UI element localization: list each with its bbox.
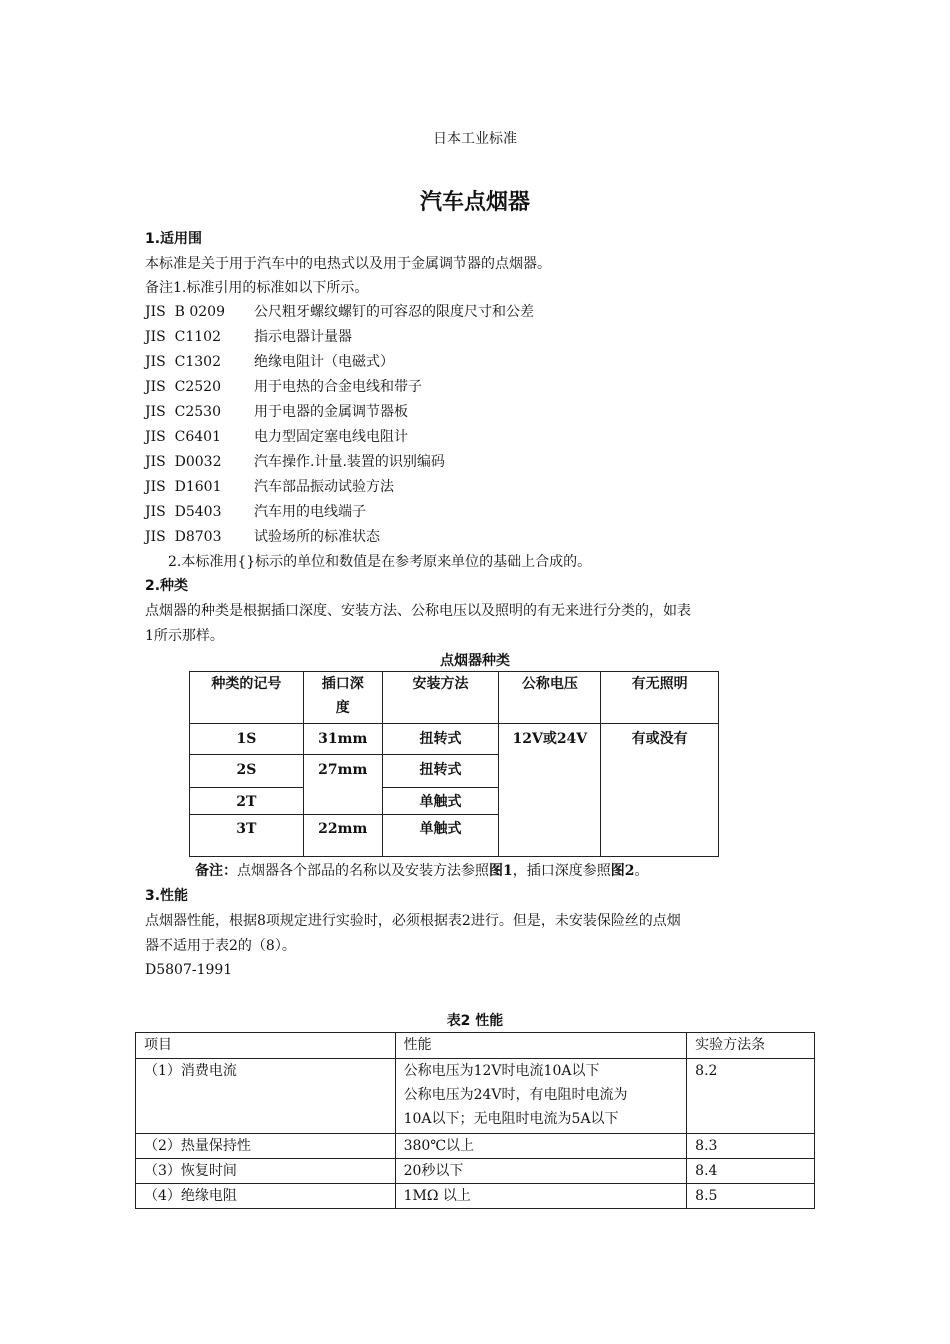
test-method-cell: 8.3 xyxy=(687,1134,815,1159)
reference-title: 用于电热的合金电线和带子 xyxy=(254,379,422,395)
table-header-row xyxy=(190,672,719,724)
section-heading-performance: 3.性能 xyxy=(145,888,189,904)
types-paragraph-line1: 点烟器的种类是根据插口深度、安装方法、公称电压以及照明的有无来进行分类的，如表 xyxy=(145,603,691,619)
types-table xyxy=(189,671,719,857)
performance-paragraph-line2: 器不适用于表2的（8）。 xyxy=(145,938,296,954)
reference-title: 试验场所的标准状态 xyxy=(254,529,380,545)
header-lighting: 有无照明 xyxy=(601,672,719,724)
table-row xyxy=(136,1159,815,1184)
note-label: 备注： xyxy=(195,863,237,879)
method-cell: 扭转式 xyxy=(382,724,499,755)
note-end: 。 xyxy=(634,863,649,879)
reference-code: JIS B 0209 xyxy=(145,304,226,320)
performance-table xyxy=(135,1032,815,1209)
performance-paragraph-line1: 点烟器性能，根据8项规定进行实验时，必须根据表2进行。但是，未安装保险丝的点烟 xyxy=(145,913,681,929)
depth-cell: 31mm xyxy=(303,724,382,755)
performance-cell: 380℃以上 xyxy=(395,1134,687,1159)
type-code-cell: 3T xyxy=(190,815,304,857)
figure-ref-1: 图1 xyxy=(489,863,513,879)
standard-org-header: 日本工业标准 xyxy=(433,131,517,147)
reference-code: JIS D0032 xyxy=(145,454,222,470)
table-row xyxy=(190,724,719,755)
reference-code: JIS C6401 xyxy=(145,429,221,445)
header-method: 安装方法 xyxy=(382,672,499,724)
note-text: ，插口深度参照 xyxy=(512,863,611,879)
units-note: 2.本标准用{}标示的单位和数值是在参考原来单位的基础上合成的。 xyxy=(168,554,592,570)
reference-code: JIS D5403 xyxy=(145,504,222,520)
types-table-note xyxy=(195,861,649,881)
method-cell: 单触式 xyxy=(382,815,499,857)
method-cell: 扭转式 xyxy=(382,755,499,788)
types-table-title: 点烟器种类 xyxy=(440,653,510,669)
test-method-cell: 8.5 xyxy=(687,1184,815,1209)
reference-code: JIS C2520 xyxy=(145,379,221,395)
reference-code: JIS C2530 xyxy=(145,404,221,420)
item-cell: （3）恢复时间 xyxy=(136,1159,396,1184)
reference-title: 汽车部品振动试验方法 xyxy=(254,479,394,495)
reference-title: 汽车操作.计量.装置的识别编码 xyxy=(254,454,445,470)
reference-title: 电力型固定塞电线电阻计 xyxy=(254,429,408,445)
depth-cell: 22mm xyxy=(303,815,382,857)
lighting-cell: 有或没有 xyxy=(601,724,719,857)
type-code-cell: 2T xyxy=(190,788,304,815)
performance-cell: 20秒以下 xyxy=(395,1159,687,1184)
header-depth: 插口深 度 xyxy=(303,672,382,724)
header-item: 项目 xyxy=(136,1033,396,1059)
test-method-cell: 8.4 xyxy=(687,1159,815,1184)
types-paragraph-line2: 1所示那样。 xyxy=(145,628,224,644)
reference-title: 用于电器的金属调节器板 xyxy=(254,404,408,420)
note-text: 点烟器各个部品的名称以及安装方法参照 xyxy=(237,863,489,879)
header-code: 种类的记号 xyxy=(190,672,304,724)
depth-cell: 27mm xyxy=(303,755,382,815)
document-code: D5807-1991 xyxy=(145,962,233,978)
section-heading-types: 2.种类 xyxy=(145,578,189,594)
performance-cell: 1MΩ 以上 xyxy=(395,1184,687,1209)
reference-code: JIS C1302 xyxy=(145,354,221,370)
reference-code: JIS D8703 xyxy=(145,529,222,545)
table-row xyxy=(136,1134,815,1159)
reference-title: 公尺粗牙螺纹螺钉的可容忍的限度尺寸和公差 xyxy=(254,304,534,320)
document-title: 汽车点烟器 xyxy=(419,190,530,215)
type-code-cell: 2S xyxy=(190,755,304,788)
reference-title: 指示电器计量器 xyxy=(254,329,352,345)
figure-ref-2: 图2 xyxy=(610,863,635,879)
performance-table-title: 表2 性能 xyxy=(446,1013,504,1029)
table-row xyxy=(136,1184,815,1209)
type-code-cell: 1S xyxy=(190,724,304,755)
reference-code: JIS C1102 xyxy=(145,329,221,345)
table-row xyxy=(136,1059,815,1134)
item-cell: （2）热量保持性 xyxy=(136,1134,396,1159)
section-heading-scope: 1.适用围 xyxy=(145,231,203,247)
voltage-cell: 12V或24V xyxy=(499,724,601,857)
scope-paragraph: 本标准是关于用于汽车中的电热式以及用于金属调节器的点烟器。 xyxy=(145,256,551,272)
references-note: 备注1.标准引用的标准如以下所示。 xyxy=(145,280,369,296)
header-test-method: 实验方法条 xyxy=(687,1033,815,1059)
reference-title: 绝缘电阻计（电磁式） xyxy=(254,354,394,370)
header-voltage: 公称电压 xyxy=(499,672,601,724)
item-cell: （1）消费电流 xyxy=(136,1059,396,1134)
item-cell: （4）绝缘电阻 xyxy=(136,1184,396,1209)
method-cell: 单触式 xyxy=(382,788,499,815)
table-header-row xyxy=(136,1033,815,1059)
header-performance: 性能 xyxy=(395,1033,687,1059)
reference-code: JIS D1601 xyxy=(145,479,222,495)
test-method-cell: 8.2 xyxy=(687,1059,815,1134)
performance-cell: 公称电压为12V时电流10A以下 公称电压为24V时，有电阻时电流为 10A以下；无电阻时电流为5A以下 xyxy=(395,1059,687,1134)
reference-title: 汽车用的电线端子 xyxy=(254,504,366,520)
